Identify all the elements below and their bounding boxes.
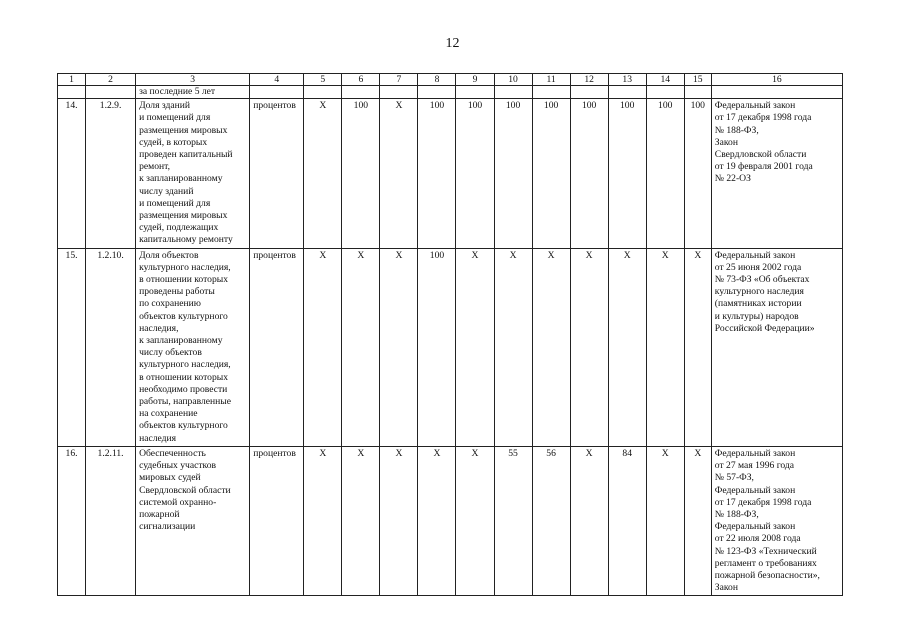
indicator-name: Обеспеченность судебных участков мировых судей Свердловской области системой охранно- пожарной сигнализации xyxy=(136,446,250,595)
value-cell: 84 xyxy=(608,446,646,595)
column-number: 2 xyxy=(86,74,136,86)
value-cell: X xyxy=(532,248,570,446)
value-cell: X xyxy=(684,248,711,446)
value-cell: 100 xyxy=(342,99,380,248)
row-number: 14. xyxy=(58,99,86,248)
value-cell: 100 xyxy=(684,99,711,248)
value-cell: 56 xyxy=(532,446,570,595)
value-cell: X xyxy=(380,99,418,248)
column-number: 12 xyxy=(570,74,608,86)
legal-basis: Федеральный закон от 27 мая 1996 года № 57-ФЗ, Федеральный закон от 17 декабря 1998 года № 188-ФЗ, Федеральный закон от 22 июля 2008 года № 123-ФЗ «Технический регламент о требованиях пожарной безопасности», Закон xyxy=(711,446,842,595)
column-number: 5 xyxy=(304,74,342,86)
unit: процентов xyxy=(250,248,304,446)
unit: процентов xyxy=(250,446,304,595)
value-cell: X xyxy=(418,446,456,595)
column-number: 4 xyxy=(250,74,304,86)
value-cell: X xyxy=(646,248,684,446)
value-cell: 100 xyxy=(608,99,646,248)
value-cell: X xyxy=(304,446,342,595)
column-number: 10 xyxy=(494,74,532,86)
value-cell: X xyxy=(456,446,494,595)
column-number: 14 xyxy=(646,74,684,86)
row-number: 15. xyxy=(58,248,86,446)
value-cell: X xyxy=(342,248,380,446)
unit: процентов xyxy=(250,99,304,248)
column-number: 16 xyxy=(711,74,842,86)
value-cell: 55 xyxy=(494,446,532,595)
column-number: 9 xyxy=(456,74,494,86)
column-number: 13 xyxy=(608,74,646,86)
value-cell: X xyxy=(684,446,711,595)
table-row xyxy=(58,99,843,248)
row-number: 16. xyxy=(58,446,86,595)
value-cell: 100 xyxy=(418,99,456,248)
value-cell: X xyxy=(304,99,342,248)
row-code: 1.2.9. xyxy=(86,99,136,248)
column-number: 6 xyxy=(342,74,380,86)
column-number: 11 xyxy=(532,74,570,86)
value-cell: X xyxy=(608,248,646,446)
indicators-table xyxy=(57,73,843,596)
value-cell: 100 xyxy=(646,99,684,248)
column-number: 7 xyxy=(380,74,418,86)
value-cell: X xyxy=(304,248,342,446)
column-number: 15 xyxy=(684,74,711,86)
value-cell: 100 xyxy=(418,248,456,446)
column-number-row xyxy=(58,74,843,86)
column-number: 3 xyxy=(136,74,250,86)
value-cell: X xyxy=(380,446,418,595)
table-row xyxy=(58,446,843,595)
legal-basis: Федеральный закон от 17 декабря 1998 года № 188-ФЗ, Закон Свердловской области от 19 февраля 2001 года № 22-ОЗ xyxy=(711,99,842,248)
table-row xyxy=(58,248,843,446)
row-code: 1.2.10. xyxy=(86,248,136,446)
value-cell: X xyxy=(570,446,608,595)
column-number: 8 xyxy=(418,74,456,86)
value-cell: 100 xyxy=(494,99,532,248)
value-cell: 100 xyxy=(570,99,608,248)
row-code: 1.2.11. xyxy=(86,446,136,595)
value-cell: 100 xyxy=(532,99,570,248)
continuation-row xyxy=(58,86,843,99)
value-cell: X xyxy=(570,248,608,446)
value-cell: X xyxy=(646,446,684,595)
indicator-name: Доля зданий и помещений для размещения мировых судей, в которых проведен капитальный ремонт, к запланированному числу зданий и помещений для размещения мировых судей, подлежащих капитальному ремонту xyxy=(136,99,250,248)
column-number: 1 xyxy=(58,74,86,86)
value-cell: X xyxy=(380,248,418,446)
value-cell: X xyxy=(494,248,532,446)
value-cell: X xyxy=(456,248,494,446)
value-cell: X xyxy=(342,446,380,595)
indicator-name: Доля объектов культурного наследия, в отношении которых проведены работы по сохранению объектов культурного наследия, к запланированному числу объектов культурного наследия, в отношении которых необходимо провести работы, направленные на сохранение объектов культурного наследия xyxy=(136,248,250,446)
legal-basis: Федеральный закон от 25 июня 2002 года № 73-ФЗ «Об объектах культурного наследия (памятниках истории и культуры) народов Российской Федерации» xyxy=(711,248,842,446)
value-cell: 100 xyxy=(456,99,494,248)
page-number: 12 xyxy=(445,36,460,51)
continuation-text: за последние 5 лет xyxy=(136,86,250,99)
